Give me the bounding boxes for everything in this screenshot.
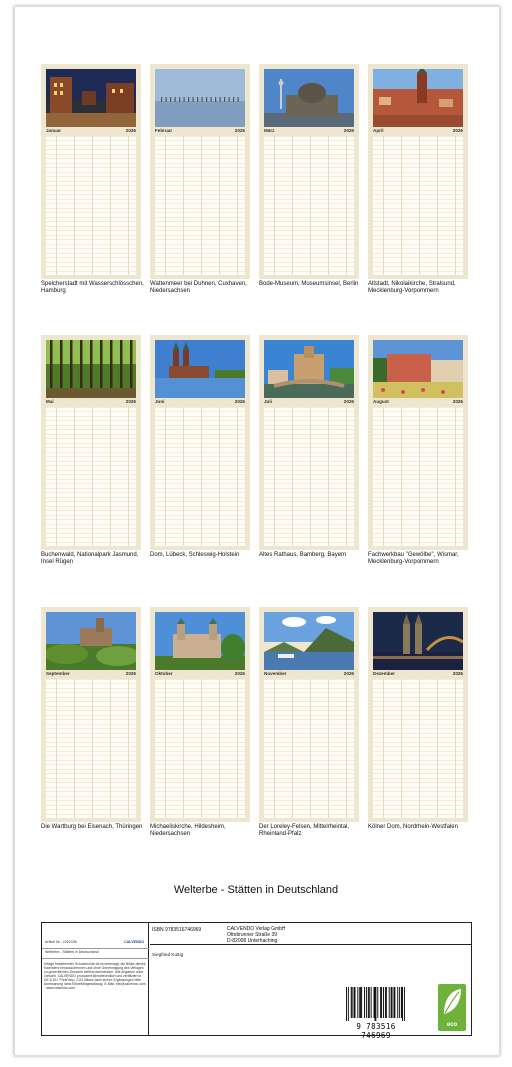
month-photo (264, 340, 354, 398)
barcode-bar (401, 987, 402, 1018)
month-caption: Buchenwald, Nationalpark Jasmund, Insel Rügen (41, 552, 139, 565)
month-name: Oktober (155, 671, 173, 676)
month-photo (264, 69, 354, 127)
barcode-bar (361, 987, 362, 1018)
grid-line (292, 407, 293, 546)
month-planner (46, 679, 136, 818)
month-header (264, 399, 354, 406)
month-name: September (46, 671, 70, 676)
month-photo (46, 612, 136, 670)
planner-rows (264, 407, 354, 546)
month-caption: Speicherstadt mit Wasserschlösschen, Hamburg (41, 281, 144, 294)
month-name: Januar (46, 128, 62, 133)
month-name: Februar (155, 128, 173, 133)
barcode-bar (386, 987, 387, 1018)
month-planner (373, 407, 463, 546)
month-planner (373, 136, 463, 275)
grid-line (292, 136, 293, 275)
planner-rows (373, 407, 463, 546)
grid-line (383, 679, 384, 818)
barcode-bar (354, 987, 355, 1018)
grid-line (183, 136, 184, 275)
month-name: Juli (264, 399, 272, 404)
barcode-bar (385, 987, 386, 1018)
grid-line (237, 407, 238, 546)
calvendo-logo: CALVENDO (124, 940, 144, 944)
grid-line (274, 679, 275, 818)
month-planner (155, 136, 245, 275)
planner-rows (155, 407, 245, 546)
month-header (155, 128, 245, 135)
grid-line (165, 407, 166, 546)
month-name: Dezember (373, 671, 395, 676)
planner-rows (373, 136, 463, 275)
grid-line (92, 136, 93, 275)
month-photo (155, 340, 245, 398)
barcode-bar (346, 987, 347, 1021)
barcode-bar (394, 987, 395, 1018)
grid-line (383, 407, 384, 546)
leaf-icon (438, 984, 466, 1020)
month-planner (46, 136, 136, 275)
barcode (343, 985, 409, 1040)
month-frame (259, 335, 359, 550)
month-caption: Altes Rathaus, Bamberg, Bayern (259, 552, 347, 558)
month-photo (155, 69, 245, 127)
publisher-address (227, 927, 286, 944)
barcode-bar (355, 987, 356, 1018)
grid-line (92, 679, 93, 818)
month-photo (46, 69, 136, 127)
barcode-bar (348, 987, 349, 1021)
month-photo (264, 612, 354, 670)
barcode-bar (352, 987, 353, 1018)
publisher-street: Ottobrunner Straße 39 (227, 931, 278, 938)
planner-rows (46, 136, 136, 275)
barcode-bar (371, 987, 372, 1018)
product-name: Welterbe - Stätten in Deutschland (45, 950, 99, 954)
grid-line (201, 136, 202, 275)
grid-line (201, 407, 202, 546)
planner-rows (373, 679, 463, 818)
month-header (373, 128, 463, 135)
planner-rows (155, 679, 245, 818)
grid-line (310, 679, 311, 818)
barcode-bar (383, 987, 384, 1018)
grid-line (310, 136, 311, 275)
month-caption: Michaeliskirche, Hildesheim, Niedersachsen (150, 824, 226, 837)
grid-line (201, 679, 202, 818)
grid-line (237, 136, 238, 275)
label-main-panel (150, 923, 472, 1040)
grid-line (437, 407, 438, 546)
grid-line (310, 407, 311, 546)
month-frame (259, 64, 359, 279)
eco-label: eco (446, 1022, 458, 1028)
month-photo (373, 69, 463, 127)
month-frame (150, 335, 250, 550)
month-header (155, 399, 245, 406)
barcode-bar (381, 987, 382, 1018)
grid-line (74, 136, 75, 275)
grid-line (128, 679, 129, 818)
grid-line (237, 679, 238, 818)
month-planner (46, 407, 136, 546)
barcode-bar (377, 987, 378, 1018)
barcode-bar (366, 987, 367, 1018)
barcode-bar (369, 987, 370, 1018)
month-year: 2026 (343, 128, 354, 133)
barcode-bar (357, 987, 358, 1018)
grid-line (346, 136, 347, 275)
publisher-name: CALVENDO Verlag GmbH (227, 926, 286, 932)
author-name: Siegfried Kuttig (152, 952, 184, 957)
barcode-bar (389, 987, 390, 1018)
isbn: ISBN 9783516746969 (152, 927, 202, 933)
barcode-bar (360, 987, 361, 1018)
barcode-bar (402, 987, 403, 1021)
grid-line (274, 407, 275, 546)
barcode-bar (374, 987, 375, 1018)
barcode-bar (364, 987, 365, 1018)
month-year: 2026 (125, 399, 136, 404)
month-caption: Wattenmeer bei Duhnen, Cuxhaven, Niedersachsen (150, 281, 247, 294)
barcode-bar (399, 987, 400, 1018)
grid-line (346, 407, 347, 546)
month-year: 2026 (234, 671, 245, 676)
month-frame (41, 335, 141, 550)
month-name: August (373, 399, 389, 404)
grid-line (419, 407, 420, 546)
month-caption: Dom, Lübeck, Schleswig-Holstein (150, 552, 240, 558)
product-label (41, 922, 472, 1040)
grid-line (455, 136, 456, 275)
grid-line (292, 679, 293, 818)
grid-line (56, 407, 57, 546)
grid-line (219, 679, 220, 818)
month-header (264, 128, 354, 135)
planner-rows (46, 407, 136, 546)
month-frame (41, 64, 141, 279)
barcode-bar (391, 987, 392, 1018)
month-name: Juni (155, 399, 165, 404)
grid-line (165, 679, 166, 818)
grid-line (219, 407, 220, 546)
barcode-number: 9 783516 746969 (356, 1022, 396, 1040)
month-header (373, 671, 463, 678)
barcode-bar (375, 987, 376, 1021)
month-frame (259, 607, 359, 822)
grid-line (110, 136, 111, 275)
grid-line (56, 136, 57, 275)
grid-line (128, 136, 129, 275)
grid-line (437, 679, 438, 818)
grid-line (219, 136, 220, 275)
grid-line (419, 679, 420, 818)
grid-line (183, 407, 184, 546)
month-frame (368, 335, 468, 550)
month-header (155, 671, 245, 678)
month-year: 2026 (452, 399, 463, 404)
grid-line (165, 136, 166, 275)
grid-line (74, 407, 75, 546)
article-number: Artikel Nr.: 2262338 (45, 940, 77, 944)
grid-line (110, 407, 111, 546)
barcode-bar (375, 987, 376, 1021)
grid-line (455, 679, 456, 818)
barcode-bar (359, 987, 360, 1018)
month-year: 2026 (234, 128, 245, 133)
month-caption: Fachwerkbau "Gewölbe", Wismar, Mecklenburg-Vorpommern (368, 552, 459, 565)
month-caption: Die Wartburg bei Eisenach, Thüringen (41, 824, 143, 830)
month-header (46, 399, 136, 406)
month-frame (150, 607, 250, 822)
planner-rows (46, 679, 136, 818)
barcode-bar (351, 987, 352, 1018)
legal-text: Infolge bestehender Schutzrechte ist es untersagt, die Bilder dieses Kalenders herauszutrennen und ohne Genehmigung des Verlages zu gewerblichen Zwecken weiterzuverwenden. Alle Angaben ohne Gewähr. CALVENDO produziert klimafreundlich und zertifiziert in DE & EU. Print/Verp. CO2-Bilanz dank sicher. Ergänzungen bitte Anreizanung dank Einzelbildgestaltung. E-Mail: info@calvendo.com · www.calvendo.com (44, 962, 146, 990)
label-left-panel (42, 923, 149, 1035)
grid-line (274, 136, 275, 275)
grid-line (74, 679, 75, 818)
month-caption: Der Loreley-Felsen, Mittelrheintal, Rheinland-Pfalz (259, 824, 350, 837)
month-photo (155, 612, 245, 670)
month-year: 2026 (343, 399, 354, 404)
grid-line (346, 679, 347, 818)
grid-line (328, 136, 329, 275)
grid-line (328, 679, 329, 818)
month-header (46, 671, 136, 678)
barcode-bar (394, 987, 395, 1018)
planner-rows (155, 136, 245, 275)
month-year: 2026 (452, 671, 463, 676)
month-header (46, 128, 136, 135)
barcode-bar (392, 987, 393, 1018)
month-header (373, 399, 463, 406)
grid-line (455, 407, 456, 546)
eco-badge (438, 984, 466, 1031)
publisher-city: D-82008 Unterhaching (227, 937, 278, 944)
grid-line (419, 136, 420, 275)
barcode-bars (343, 985, 409, 1021)
calendar-title: Welterbe - Stätten in Deutschland (173, 884, 339, 896)
month-photo (373, 340, 463, 398)
barcode-bar (380, 987, 381, 1018)
month-name: November (264, 671, 287, 676)
product-row (42, 949, 149, 959)
month-photo (46, 340, 136, 398)
month-caption: Kölner Dom, Nordrhein-Westfalen (368, 824, 458, 830)
month-planner (264, 679, 354, 818)
isbn-row (150, 923, 472, 945)
grid-line (128, 407, 129, 546)
month-planner (155, 679, 245, 818)
month-planner (373, 679, 463, 818)
month-name: März (264, 128, 275, 133)
month-name: April (373, 128, 384, 133)
barcode-bar (368, 987, 369, 1018)
grid-line (401, 136, 402, 275)
month-header (264, 671, 354, 678)
month-year: 2026 (343, 671, 354, 676)
grid-line (328, 407, 329, 546)
month-frame (150, 64, 250, 279)
grid-line (437, 136, 438, 275)
month-frame (368, 64, 468, 279)
planner-rows (264, 679, 354, 818)
month-caption: Altstadt, Nikolaikirche, Stralsund, Mecklenburg-Vorpommern (368, 281, 456, 294)
planner-rows (264, 136, 354, 275)
month-planner (264, 136, 354, 275)
grid-line (383, 136, 384, 275)
month-year: 2026 (125, 671, 136, 676)
barcode-bar (397, 987, 398, 1018)
month-year: 2026 (452, 128, 463, 133)
grid-line (401, 407, 402, 546)
month-caption: Bode-Museum, Museumsinsel, Berlin (259, 281, 359, 287)
month-frame (368, 607, 468, 822)
month-year: 2026 (125, 128, 136, 133)
grid-line (110, 679, 111, 818)
barcode-bar (404, 987, 405, 1021)
month-name: Mai (46, 399, 54, 404)
grid-line (183, 679, 184, 818)
month-frame (41, 607, 141, 822)
month-planner (264, 407, 354, 546)
month-photo (373, 612, 463, 670)
grid-line (92, 407, 93, 546)
month-year: 2026 (234, 399, 245, 404)
grid-line (401, 679, 402, 818)
grid-line (56, 679, 57, 818)
month-planner (155, 407, 245, 546)
